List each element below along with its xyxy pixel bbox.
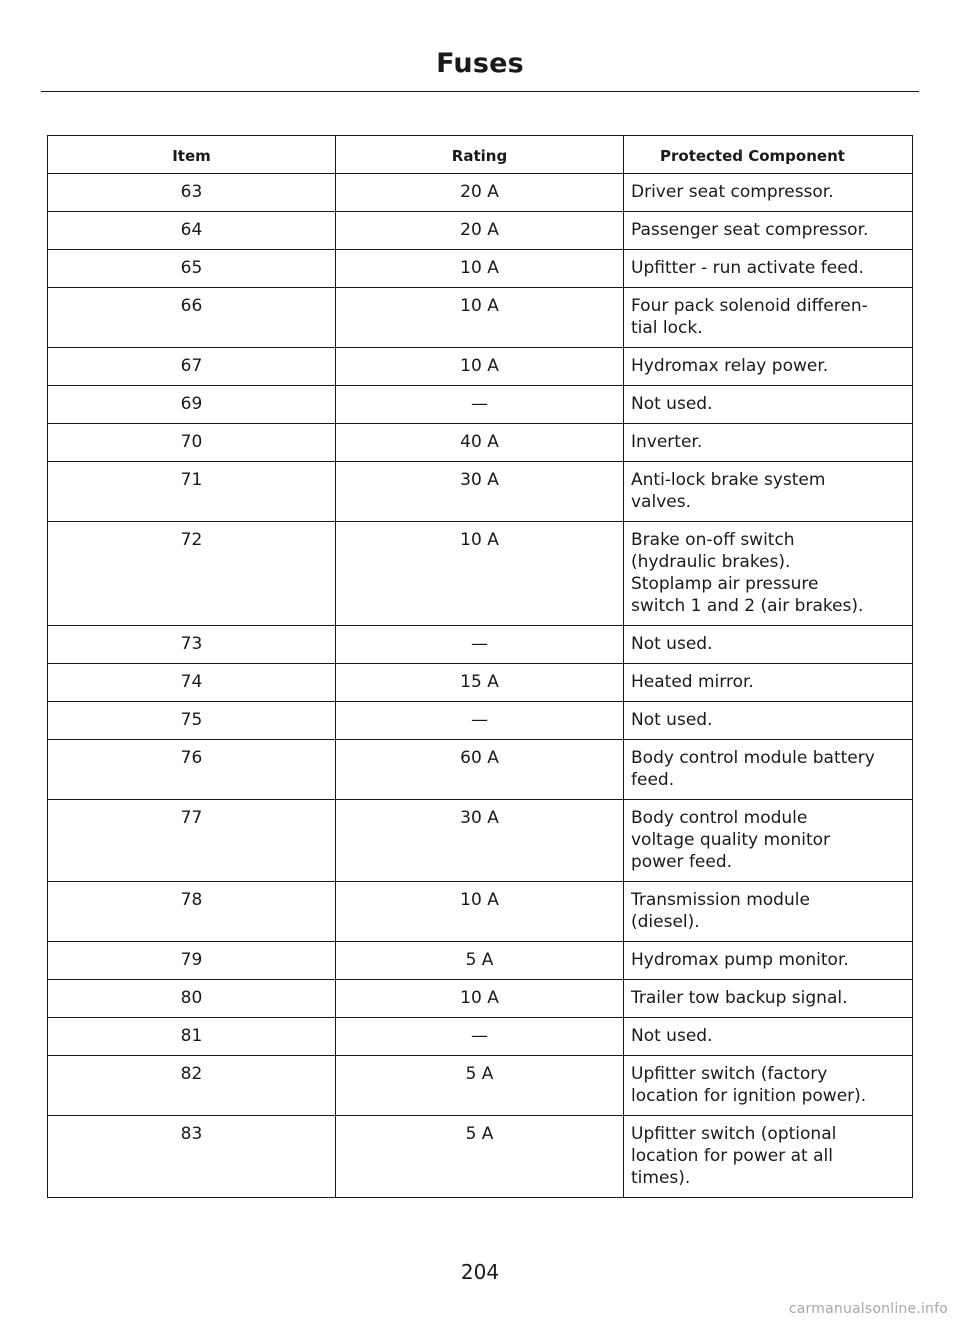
fuse-rating: 5 A [336,1116,624,1198]
fuse-rating: 10 A [336,980,624,1018]
fuse-rating: 40 A [336,424,624,462]
protected-component: Brake on-off switch (hydraulic brakes). Stoplamp air pressure switch 1 and 2 (air brakes). [624,522,913,626]
table-row [48,250,913,288]
watermark: carmanualsonline.info [788,1301,948,1317]
column-header-item: Item [48,136,336,174]
protected-component: Not used. [624,626,913,664]
fuse-item-number: 74 [48,664,336,702]
fuse-rating: 20 A [336,174,624,212]
protected-component: Not used. [624,386,913,424]
protected-component: Passenger seat compressor. [624,212,913,250]
fuse-table-body [48,174,913,1198]
protected-component: Hydromax relay power. [624,348,913,386]
fuse-item-number: 80 [48,980,336,1018]
table-row [48,522,913,626]
fuse-rating: 60 A [336,740,624,800]
fuse-rating: — [336,626,624,664]
fuse-rating: 10 A [336,288,624,348]
fuse-rating: 30 A [336,800,624,882]
table-row [48,288,913,348]
fuse-item-number: 78 [48,882,336,942]
protected-component: Driver seat compressor. [624,174,913,212]
protected-component: Inverter. [624,424,913,462]
column-header-protected-component: Protected Component [624,136,913,174]
table-row [48,800,913,882]
fuse-item-number: 69 [48,386,336,424]
table-row [48,462,913,522]
table-row [48,702,913,740]
title-divider [41,91,919,92]
fuse-table [47,135,913,1198]
protected-component: Anti-lock brake system valves. [624,462,913,522]
fuse-item-number: 63 [48,174,336,212]
protected-component: Body control module voltage quality monitor power feed. [624,800,913,882]
fuse-item-number: 66 [48,288,336,348]
header-row [48,136,913,174]
page-title: Fuses [436,48,524,79]
fuse-item-number: 82 [48,1056,336,1116]
table-row [48,1018,913,1056]
fuse-rating: — [336,702,624,740]
fuse-item-number: 83 [48,1116,336,1198]
table-row [48,212,913,250]
fuse-item-number: 64 [48,212,336,250]
fuse-item-number: 65 [48,250,336,288]
fuse-item-number: 71 [48,462,336,522]
fuse-item-number: 77 [48,800,336,882]
table-row [48,626,913,664]
table-row [48,174,913,212]
protected-component: Upfitter switch (factory location for ignition power). [624,1056,913,1116]
protected-component: Hydromax pump monitor. [624,942,913,980]
fuse-rating: 20 A [336,212,624,250]
protected-component: Not used. [624,1018,913,1056]
table-row [48,882,913,942]
protected-component: Transmission module (diesel). [624,882,913,942]
fuse-rating: 15 A [336,664,624,702]
fuse-table-header [48,136,913,174]
page-number: 204 [460,1260,500,1284]
table-row [48,980,913,1018]
fuse-item-number: 79 [48,942,336,980]
protected-component: Upfitter - run activate feed. [624,250,913,288]
fuse-item-number: 72 [48,522,336,626]
protected-component: Body control module battery feed. [624,740,913,800]
fuse-rating: 10 A [336,882,624,942]
protected-component: Trailer tow backup signal. [624,980,913,1018]
fuse-item-number: 73 [48,626,336,664]
fuse-rating: 5 A [336,1056,624,1116]
fuse-rating: 10 A [336,348,624,386]
fuse-item-number: 67 [48,348,336,386]
fuse-rating: — [336,386,624,424]
column-header-rating: Rating [336,136,624,174]
fuse-rating: 30 A [336,462,624,522]
fuse-rating: — [336,1018,624,1056]
fuse-rating: 10 A [336,250,624,288]
fuse-item-number: 70 [48,424,336,462]
table-row [48,664,913,702]
table-row [48,1056,913,1116]
fuse-item-number: 81 [48,1018,336,1056]
fuse-rating: 10 A [336,522,624,626]
table-row [48,1116,913,1198]
fuse-rating: 5 A [336,942,624,980]
table-row [48,424,913,462]
protected-component: Heated mirror. [624,664,913,702]
protected-component: Not used. [624,702,913,740]
fuse-item-number: 75 [48,702,336,740]
protected-component: Upfitter switch (optional location for power at all times). [624,1116,913,1198]
protected-component: Four pack solenoid differen- tial lock. [624,288,913,348]
table-row [48,740,913,800]
table-row [48,386,913,424]
table-row [48,942,913,980]
fuse-item-number: 76 [48,740,336,800]
table-row [48,348,913,386]
